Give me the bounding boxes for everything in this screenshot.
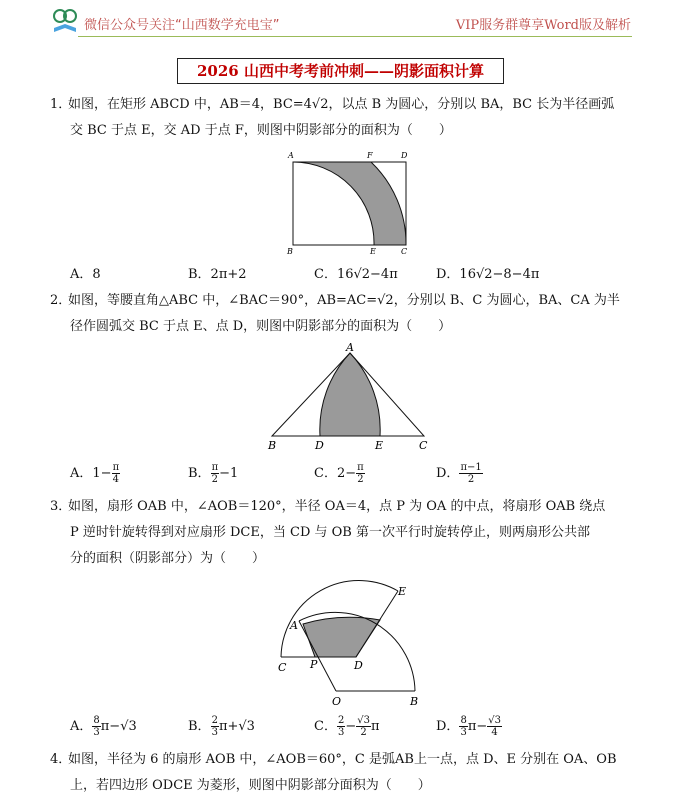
option-c[interactable]: C．16√2−4π xyxy=(314,267,398,282)
question-2 xyxy=(50,288,640,334)
page-title: 2026 山西中考考前冲刺——阴影面积计算 xyxy=(177,58,504,84)
option-d[interactable]: D． $\frac{\pi-1}{2}$ xyxy=(436,462,482,485)
label-B: B xyxy=(287,247,293,255)
question-number: 4． xyxy=(50,752,72,767)
question-text-line1: 如图，扇形 OAB 中，∠AOB＝120°，半径 OA＝4，点 P 为 OA 的中点，将扇形 OAB 绕点 xyxy=(68,499,606,514)
option-a[interactable]: A．1− $\frac{\pi}{4}$ xyxy=(70,462,120,485)
label-A: A xyxy=(346,343,354,354)
option-b[interactable]: B． $\frac{2}{3}$ π+√3 xyxy=(188,715,255,738)
question-number: 2． xyxy=(50,293,72,308)
label-E: E xyxy=(375,439,384,452)
label-C: C xyxy=(278,661,287,674)
question-text-line1: 如图，半径为 6 的扇形 AOB 中，∠AOB＝60°，C 是弧AB上一点，点 D、E 分别在 OA、OB xyxy=(68,752,617,767)
header-divider xyxy=(78,36,632,37)
logo-icon xyxy=(50,6,80,36)
question-4 xyxy=(50,747,640,793)
label-B: B xyxy=(410,695,419,708)
label-D: D xyxy=(315,439,324,452)
label-P: P xyxy=(310,658,318,671)
label-D: D xyxy=(401,151,408,160)
label-D: D xyxy=(354,659,363,672)
option-d[interactable]: D． $\frac{8}{3}$ π− $\frac{√3}{4}$ xyxy=(436,715,501,738)
label-C: C xyxy=(401,247,408,255)
question-text-line2: 上，若四边形 ODCE 为菱形，则图中阴影部分面积为（ ） xyxy=(70,778,431,793)
question-text-line2: 径作圆弧交 BC 于点 E、点 D，则图中阴影部分的面积为（ ） xyxy=(70,319,452,334)
question-text-line2: 交 BC 于点 E，交 AD 于点 F，则图中阴影部分的面积为（ ） xyxy=(70,123,452,138)
question-text-line3: 分的面积（阴影部分）为（ ） xyxy=(70,551,266,566)
label-B: B xyxy=(268,439,277,452)
label-O: O xyxy=(332,695,342,708)
label-F: F xyxy=(367,151,373,160)
question-number: 3． xyxy=(50,499,72,514)
question-text-line1: 如图，等腰直角△ABC 中，∠BAC＝90°，AB=AC=√2，分别以 B、C 为圆心，BA、CA 为半 xyxy=(68,293,620,308)
question-1 xyxy=(50,92,640,138)
header-left-text: 微信公众号关注“山西数学充电宝” xyxy=(84,18,280,33)
page-header xyxy=(0,0,677,50)
option-a[interactable]: A．8 xyxy=(70,267,101,282)
question-text-line2: P 逆时针旋转得到对应扇形 DCE，当 CD 与 OB 第一次平行时旋转停止，则两扇形公共部 xyxy=(70,525,590,540)
question-number: 1． xyxy=(50,97,72,112)
label-A: A xyxy=(288,151,294,160)
label-A: A xyxy=(290,619,298,632)
label-E: E xyxy=(370,247,376,255)
label-C: C xyxy=(419,439,428,452)
figure-2 xyxy=(262,343,434,453)
label-E: E xyxy=(398,585,407,598)
question-text-line1: 如图，在矩形 ABCD 中，AB＝4，BC=4√2，以点 B 为圆心，分别以 BA，BC 长为半径画弧 xyxy=(68,97,615,112)
option-c[interactable]: C．2− $\frac{\pi}{2}$ xyxy=(314,462,364,485)
figure-1 xyxy=(285,150,415,255)
question-3 xyxy=(50,494,640,566)
option-b[interactable]: B． $\frac{\pi}{2}$ −1 xyxy=(188,462,239,485)
option-b[interactable]: B．2π+2 xyxy=(188,267,247,282)
option-d[interactable]: D．16√2−8−4π xyxy=(436,267,540,282)
header-right-text: VIP服务群尊享Word版及解析 xyxy=(455,18,631,33)
figure-3 xyxy=(270,575,440,710)
option-a[interactable]: A． $\frac{8}{3}$ π−√3 xyxy=(70,715,137,738)
option-c[interactable]: C． $\frac{2}{3}$ − $\frac{√3}{2}$ π xyxy=(314,715,380,738)
